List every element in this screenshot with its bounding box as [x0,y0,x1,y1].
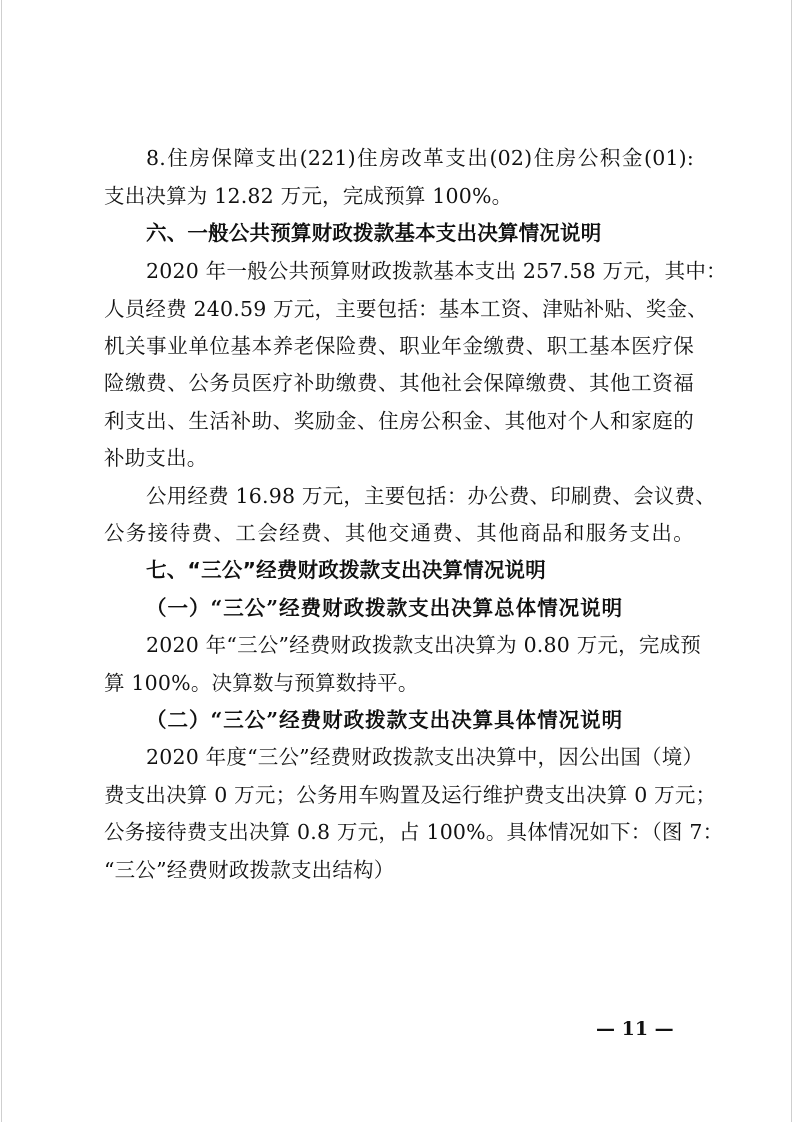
basic-expense-line-6: 补助支出。 [104,446,208,470]
basic-expense-line-1: 2020 年一般公共预算财政拨款基本支出 257.58 万元，其中： [146,259,727,283]
detail-line-3: 公务接待费支出决算 0.8 万元，占 100%。具体情况如下：（图 7： [104,820,724,844]
basic-expense-line-2: 人员经费 240.59 万元，主要包括：基本工资、津贴补贴、奖金、 [104,297,708,321]
basic-expense-line-5: 利支出、生活补助、奖励金、住房公积金、其他对个人和家庭的 [104,409,694,433]
overall-line-1: 2020 年“三公”经费财政拨款支出决算为 0.80 万元，完成预 [146,633,701,657]
subsection-2-heading: （二）“三公”经费财政拨款支出决算具体情况说明 [146,708,624,732]
basic-expense-line-4: 险缴费、公务员医疗补助缴费、其他社会保障缴费、其他工资福 [104,371,694,395]
section-7-heading: 七、“三公”经费财政拨款支出决算情况说明 [146,558,546,582]
page-number: — 11 — [596,1018,674,1040]
public-expense-line-1: 公用经费 16.98 万元，主要包括：办公费、印刷费、会议费、 [146,484,716,508]
public-expense-line-2: 公务接待费、工会经费、其他交通费、其他商品和服务支出。 [104,521,694,545]
detail-line-1: 2020 年度“三公”经费财政拨款支出决算中，因公出国（境） [146,745,704,769]
basic-expense-line-3: 机关事业单位基本养老保险费、职业年金缴费、职工基本医疗保 [104,334,694,358]
housing-fund-line-2: 支出决算为 12.82 万元，完成预算 100%。 [104,184,513,208]
housing-fund-line-1: 8.住房保障支出(221)住房改革支出(02)住房公积金(01): [146,146,694,170]
overall-line-2: 算 100%。决算数与预算数持平。 [104,671,419,695]
subsection-1-heading: （一）“三公”经费财政拨款支出决算总体情况说明 [146,596,624,620]
detail-line-4: “三公”经费财政拨款支出结构） [104,858,395,882]
detail-line-2: 费支出决算 0 万元；公务用车购置及运行维护费支出决算 0 万元； [104,783,717,807]
section-6-heading: 六、一般公共预算财政拨款基本支出决算情况说明 [146,221,602,245]
page-edge-right [791,0,792,1122]
page-edge-left [1,0,2,1122]
